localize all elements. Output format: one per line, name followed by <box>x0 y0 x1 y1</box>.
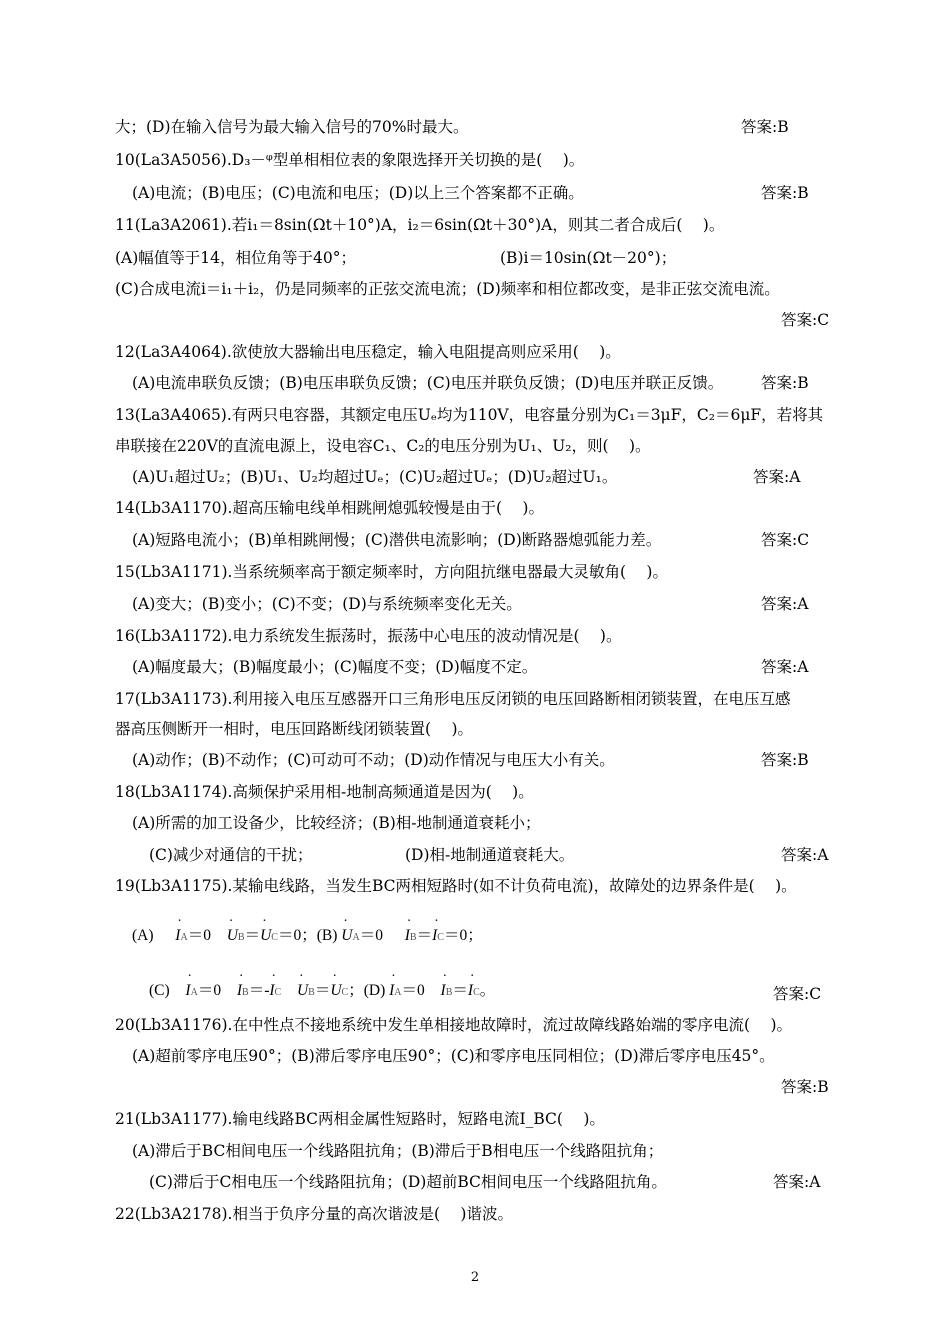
phasor-u: · U <box>260 926 271 946</box>
answer-label: 答案:A <box>773 1173 821 1191</box>
option-11a: (A)幅值等于14，相位角等于40°； <box>115 249 356 267</box>
phasor-i: · I <box>269 981 274 1001</box>
question-16: 16(Lb3A1172).电力系统发生振荡时，振荡中心电压的波动情况是( )。 <box>115 627 622 645</box>
answer-label: 答案:C <box>781 311 830 329</box>
answer-label: 答案:B <box>761 184 809 202</box>
answer-label: 答案:C <box>761 531 810 549</box>
answer-label: 答案:A <box>781 846 829 864</box>
question-14: 14(Lb3A1170).超高压输电线单相跳闸熄弧较慢是由于( )。 <box>115 499 544 517</box>
answer-label: 答案:C <box>773 985 822 1003</box>
answer-label: 答案:B <box>761 751 809 769</box>
phasor-u: · U <box>341 926 352 946</box>
option-18c: (C)减少对通信的干扰； <box>149 846 313 864</box>
option-18d: (D)相-地制通道衰耗大。 <box>405 846 575 864</box>
question-17-cont: 器高压侧断开一相时，电压回路断线闭锁装置( )。 <box>115 720 474 738</box>
options-18ab: (A)所需的加工设备少，比较经济；(B)相-地制通道衰耗小； <box>132 814 541 832</box>
question-13: 13(La3A4065).有两只电容器，其额定电压Uₑ均为110V，电容量分别为C₁＝3μF，C₂＝6μF，若将其 <box>115 406 824 424</box>
question-22: 22(Lb3A2178).相当于负序分量的高次谐波是( )谐波。 <box>115 1205 513 1223</box>
options-12: (A)电流串联负反馈；(B)电压串联负反馈；(C)电压并联负反馈；(D)电压并联正反馈。 <box>132 374 724 392</box>
question-20: 20(Lb3A1176).在中性点不接地系统中发生单相接地故障时，流过故障线路始端的零序电流( )。 <box>115 1016 792 1034</box>
phasor-u: · U <box>297 981 308 1001</box>
page-number: 2 <box>470 1270 480 1285</box>
answer-label: 答案:A <box>761 595 809 613</box>
options-20: (A)超前零序电压90°；(B)滞后零序电压90°；(C)和零序电压同相位；(D)滞后零序电压45°。 <box>132 1047 775 1065</box>
options-21ab: (A)滞后于BC相间电压一个线路阻抗角；(B)滞后于B相电压一个线路阻抗角； <box>132 1142 664 1160</box>
phasor-i: · I <box>389 981 394 1001</box>
answer-label: 答案:B <box>741 118 789 136</box>
answer-label: 答案:B <box>781 1078 829 1096</box>
options-13: (A)U₁超过U₂；(B)U₁、U₂均超过Uₑ；(C)U₂超过Uₑ；(D)U₂超过U₁。 <box>132 468 618 486</box>
phasor-i: · I <box>468 981 473 1001</box>
options-17: (A)动作；(B)不动作；(C)可动可不动；(D)动作情况与电压大小有关。 <box>132 751 615 769</box>
options-15: (A)变大；(B)变小；(C)不变；(D)与系统频率变化无关。 <box>132 595 522 613</box>
question-17: 17(Lb3A1173).利用接入电压互感器开口三角形电压反闭锁的电压回路断相闭锁装置，在电压互感 <box>115 690 791 708</box>
options-11cd: (C)合成电流i＝i₁＋i₂，仍是同频率的正弦交流电流；(D)频率和相位都改变，是非正弦交流电流。 <box>115 280 780 298</box>
phasor-u: · U <box>227 926 238 946</box>
text-line: 大；(D)在输入信号为最大输入信号的70%时最大。 <box>115 118 469 136</box>
formula-row-cd: (C) · IA＝0 · IB＝-· IC · UB＝· UC；(D) · IA＝0 · IB＝· IC。 <box>149 981 495 1003</box>
phasor-u: · U <box>330 981 341 1001</box>
answer-label: 答案:A <box>761 658 809 676</box>
phasor-i: · I <box>441 981 446 1001</box>
phasor-i: · I <box>237 981 242 1001</box>
question-21: 21(Lb3A1177).输电线路BC两相金属性短路时，短路电流I_BC( )。 <box>115 1110 605 1128</box>
question-15: 15(Lb3A1171).当系统频率高于额定频率时，方向阻抗继电器最大灵敏角( )。 <box>115 563 668 581</box>
options-16: (A)幅度最大；(B)幅度最小；(C)幅度不变；(D)幅度不定。 <box>132 658 538 676</box>
question-10: 10(La3A5056).D₃－ᵠ型单相相位表的象限选择开关切换的是( )。 <box>115 151 585 169</box>
question-11: 11(La3A2061).若i₁＝8sin(Ωt＋10°)A，i₂＝6sin(Ωt＋30°)A，则其二者合成后( )。 <box>115 216 725 234</box>
answer-label: 答案:B <box>761 374 809 392</box>
phasor-i: · I <box>185 981 190 1001</box>
options-10: (A)电流；(B)电压；(C)电流和电压；(D)以上三个答案都不正确。 <box>132 184 584 202</box>
question-13-cont: 串联接在220V的直流电源上，设电容C₁、C₂的电压分别为U₁、U₂，则( )。 <box>115 437 651 455</box>
question-18: 18(Lb3A1174).高频保护采用相-地制高频通道是因为( )。 <box>115 783 534 801</box>
options-14: (A)短路电流小；(B)单相跳闸慢；(C)潜供电流影响；(D)断路器熄弧能力差。 <box>132 531 662 549</box>
formula-row-ab: (A) · IA＝0 · UB＝· UC＝0；(B) · UA＝0 · IB＝· IC＝0； <box>132 926 483 948</box>
option-11b: (B)i＝10sin(Ωt－20°)； <box>500 249 677 267</box>
question-19: 19(Lb3A1175).某输电线路，当发生BC两相短路时(如不计负荷电流)，故障处的边界条件是( )。 <box>115 877 797 895</box>
answer-label: 答案:A <box>753 468 801 486</box>
phasor-i: · I <box>432 926 437 946</box>
phasor-i: · I <box>175 926 180 946</box>
options-21cd: (C)滞后于C相电压一个线路阻抗角；(D)超前BC相间电压一个线路阻抗角。 <box>149 1173 667 1191</box>
question-12: 12(La3A4064).欲使放大器输出电压稳定，输入电阻提高则应采用( )。 <box>115 343 621 361</box>
phasor-i: · I <box>405 926 410 946</box>
